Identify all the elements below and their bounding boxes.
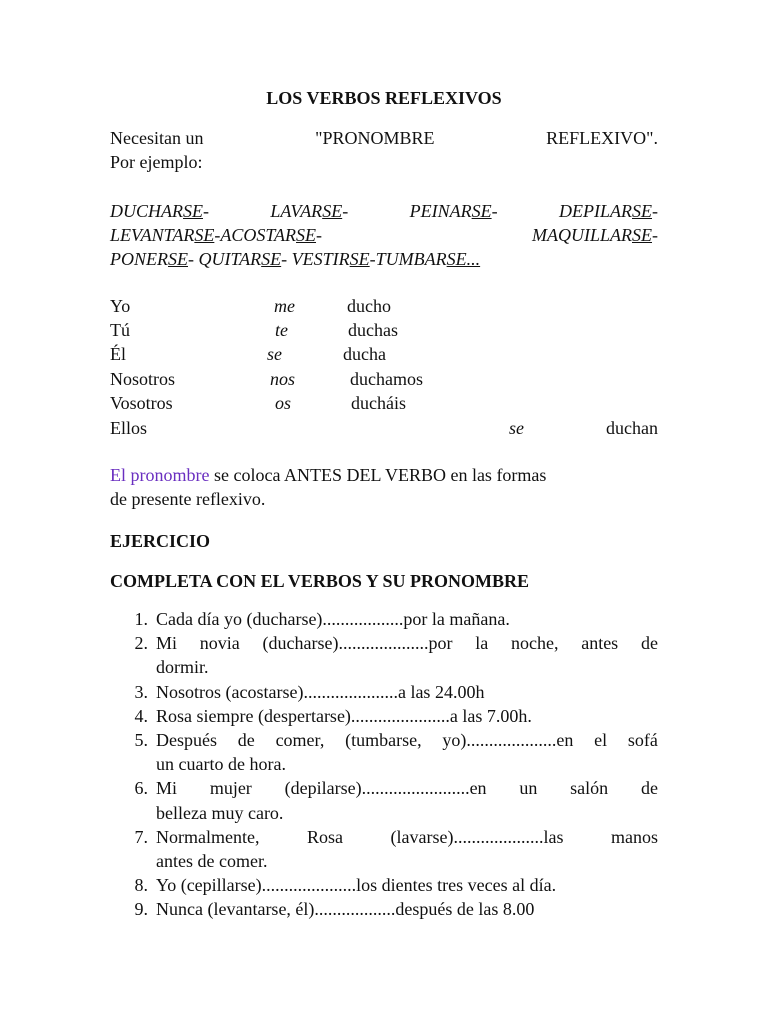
rule-line-1 [110,463,658,487]
verbs-line-1 [110,199,658,223]
pronoun: os [275,393,292,413]
subject: Yo [110,296,131,316]
intro-line-2: Por ejemplo: [110,152,203,172]
subject: Nosotros [110,369,176,389]
intro-word: Necesitan un [110,128,204,148]
exercise-number: 4. [134,705,148,726]
exercise-number: 7. [134,826,148,847]
conjugation-row [110,342,658,366]
verb-item: MAQUILLARSE- [532,225,658,245]
pronoun: me [274,296,295,316]
verb-item: DEPILARSE- [559,201,658,221]
verb-form: ducha [343,344,386,364]
exercise-number: 5. [134,730,148,750]
exercise-text: Normalmente, Rosa (lavarse)....................las manos [156,826,658,847]
verb-form: ducháis [351,393,406,413]
subject: Vosotros [110,393,173,413]
exercise-text: Después de comer, (tumbarse, yo)....................en el sofá [156,730,658,750]
pronoun: se [267,344,282,364]
exercise-text: Mi novia (ducharse)....................por la noche, antes de [156,633,658,654]
exercise-text: belleza muy caro. [156,802,284,823]
subject: Ellos [110,418,148,438]
exercise-number: 8. [134,875,148,896]
document-title: LOS VERBOS REFLEXIVOS [266,88,502,108]
exercise-text: Mi mujer (depilarse)........................en un salón de [156,778,658,799]
exercise-text: Nunca (levantarse, él)..................después de las 8.00 [156,899,535,920]
pronoun: nos [270,369,296,389]
pronoun: se [509,418,524,438]
conjugation-row [110,318,658,342]
verbs-line-2 [110,223,658,247]
verb-form: ducho [347,296,391,316]
exercise-number: 1. [134,609,148,629]
pronoun: te [275,320,288,340]
exercise-number: 3. [134,681,148,702]
verb-form: duchan [606,418,658,438]
exercise-number: 2. [134,633,148,654]
rule-line-2: de presente reflexivo. [110,489,266,509]
rule-highlight: El pronombre [110,465,210,485]
conjugation-row [110,367,658,391]
verb-item: DUCHARSE- [110,201,209,221]
verb-item: LEVANTARSE-ACOSTARSE- [110,225,323,245]
intro-word: REFLEXIVO". [546,128,658,148]
intro-word: "PRONOMBRE [315,128,435,148]
exercise-text: Nosotros (acostarse).....................a las 24.00h [156,681,485,702]
subject: Tú [110,320,130,340]
exercise-number: 6. [134,778,148,799]
verb-form: duchas [348,320,398,340]
conjugation-row [110,391,658,415]
verbs-line-3 [110,247,658,271]
verb-item: LAVARSE- [270,201,349,221]
rule-text: se coloca ANTES DEL VERBO en las formas [209,465,547,485]
verb-list-text: PONERSE- QUITARSE- VESTIRSE-TUMBARSE... [110,249,481,269]
exercise-text: Yo (cepillarse).....................los dientes tres veces al día. [156,875,557,896]
subject: Él [110,344,126,364]
exercise-instruction: COMPLETA CON EL VERBOS Y SU PRONOMBRE [110,571,530,591]
exercise-number: 9. [134,899,148,920]
exercise-text: dormir. [156,657,209,678]
verb-item: PEINARSE- [409,201,498,221]
exercise-text: antes de comer. [156,851,268,871]
exercise-text: Rosa siempre (despertarse)......................a las 7.00h. [156,705,532,726]
conjugation-row [110,294,658,318]
verb-form: duchamos [350,369,423,389]
exercise-text: un cuarto de hora. [156,754,286,775]
exercise-text: Cada día yo (ducharse)..................por la mañana. [156,609,510,629]
intro-line-1 [110,126,658,150]
conjugation-row [110,416,658,440]
exercise-heading: EJERCICIO [110,531,211,551]
